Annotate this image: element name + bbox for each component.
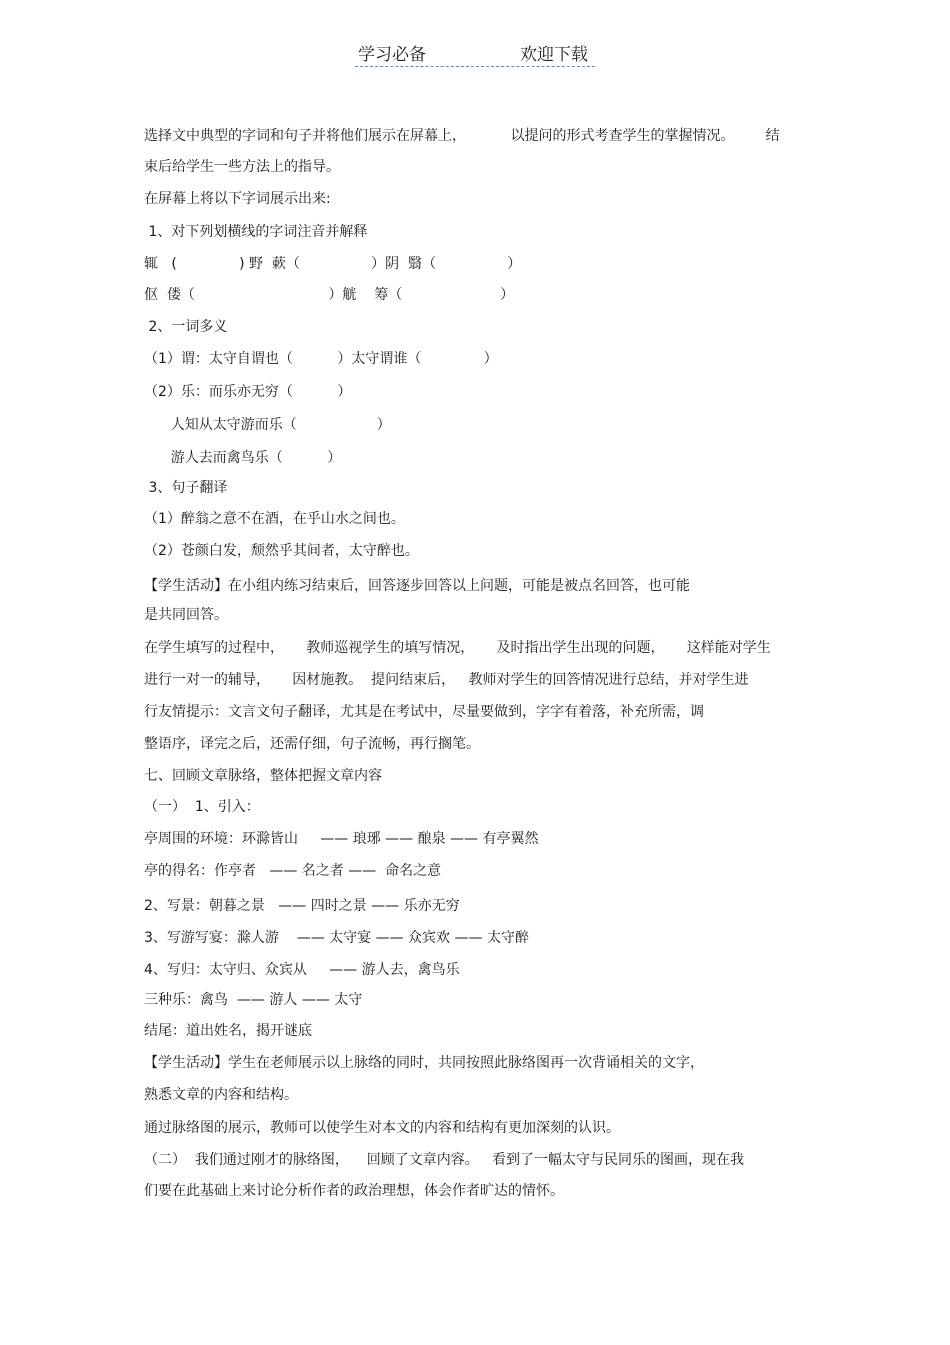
body-line: （二） 我们通过刚才的脉络图， 回顾了文章内容。 看到了一幅太守与民同乐的图画，现在我 [144,1152,745,1168]
body-line: 在学生填写的过程中， 教师巡视学生的填写情况， 及时指出学生出现的问题， 这样能对学生 [144,640,771,656]
body-line: 人知从太守游而乐（ ） [144,417,391,433]
body-line: 整语序，译完之后，还需仔细，句子流畅，再行搁笔。 [144,736,480,752]
body-line: 亭的得名：作亭者 —— 名之者 —— 命名之意 [144,863,442,879]
body-line: 辄 ( ) 野 蔌（ ）阴 翳（ ） [144,256,522,272]
body-line: 七、回顾文章脉络，整体把握文章内容 [144,768,382,784]
body-line: 选择文中典型的字词和句子并将他们展示在屏幕上， 以提问的形式考查学生的掌握情况。 结 [144,128,780,144]
body-line: 3、写游写宴：滁人游 —— 太守宴 —— 众宾欢 —— 太守醉 [144,930,529,946]
body-line: 4、写归：太守归、众宾从 —— 游人去，禽鸟乐 [144,962,460,978]
body-line: 三种乐：禽鸟 —— 游人 —— 太守 [144,992,363,1008]
body-line: 2、一词多义 [144,319,228,335]
header-left-text: 学习必备 [358,45,426,65]
body-line: 1、对下列划横线的字词注音并解释 [144,224,368,240]
page-header [355,40,595,67]
body-line: 熟悉文章的内容和结构。 [144,1087,298,1103]
body-line: 在屏幕上将以下字词展示出来: [144,191,331,207]
body-line: 们要在此基础上来讨论分析作者的政治理想，体会作者旷达的情怀。 [144,1183,564,1199]
body-line: 亭周围的环境：环滁皆山 —— 琅琊 —— 酿泉 —— 有亭翼然 [144,831,539,847]
body-line: 束后给学生一些方法上的指导。 [144,159,340,175]
body-line: （一） 1、引入： [144,799,260,815]
body-line: 结尾：道出姓名，揭开谜底 [144,1023,312,1039]
body-line: 行友情提示：文言文句子翻译，尤其是在考试中，尽量要做到，字字有着落，补充所需，调 [144,704,704,720]
body-line: 通过脉络图的展示，教师可以使学生对本文的内容和结构有更加深刻的认识。 [144,1120,620,1136]
body-line: 2、写景：朝暮之景 —— 四时之景 —— 乐亦无穷 [144,898,460,914]
header-right-text: 欢迎下载 [520,45,588,65]
body-line: 3、句子翻译 [144,480,228,496]
body-line: 【学生活动】在小组内练习结束后，回答逐步回答以上问题，可能是被点名回答，也可能 [144,578,690,594]
body-line: 是共同回答。 [144,607,228,623]
body-line: （2）苍颜白发，颓然乎其间者，太守醉也。 [144,543,419,559]
body-line: 伛 偻（ ）觥 筹（ ） [144,287,515,303]
body-line: （1）醉翁之意不在酒，在乎山水之间也。 [144,511,405,527]
body-line: 游人去而禽鸟乐（ ） [144,450,342,466]
body-line: （2）乐：而乐亦无穷（ ） [144,384,352,400]
body-line: （1）谓：太守自谓也（ ）太守谓谁（ ） [144,351,498,367]
body-line: 进行一对一的辅导， 因材施教。 提问结束后， 教师对学生的回答情况进行总结，并对学生进 [144,672,749,688]
body-line: 【学生活动】学生在老师展示以上脉络的同时，共同按照此脉络图再一次背诵相关的文字， [144,1055,704,1071]
